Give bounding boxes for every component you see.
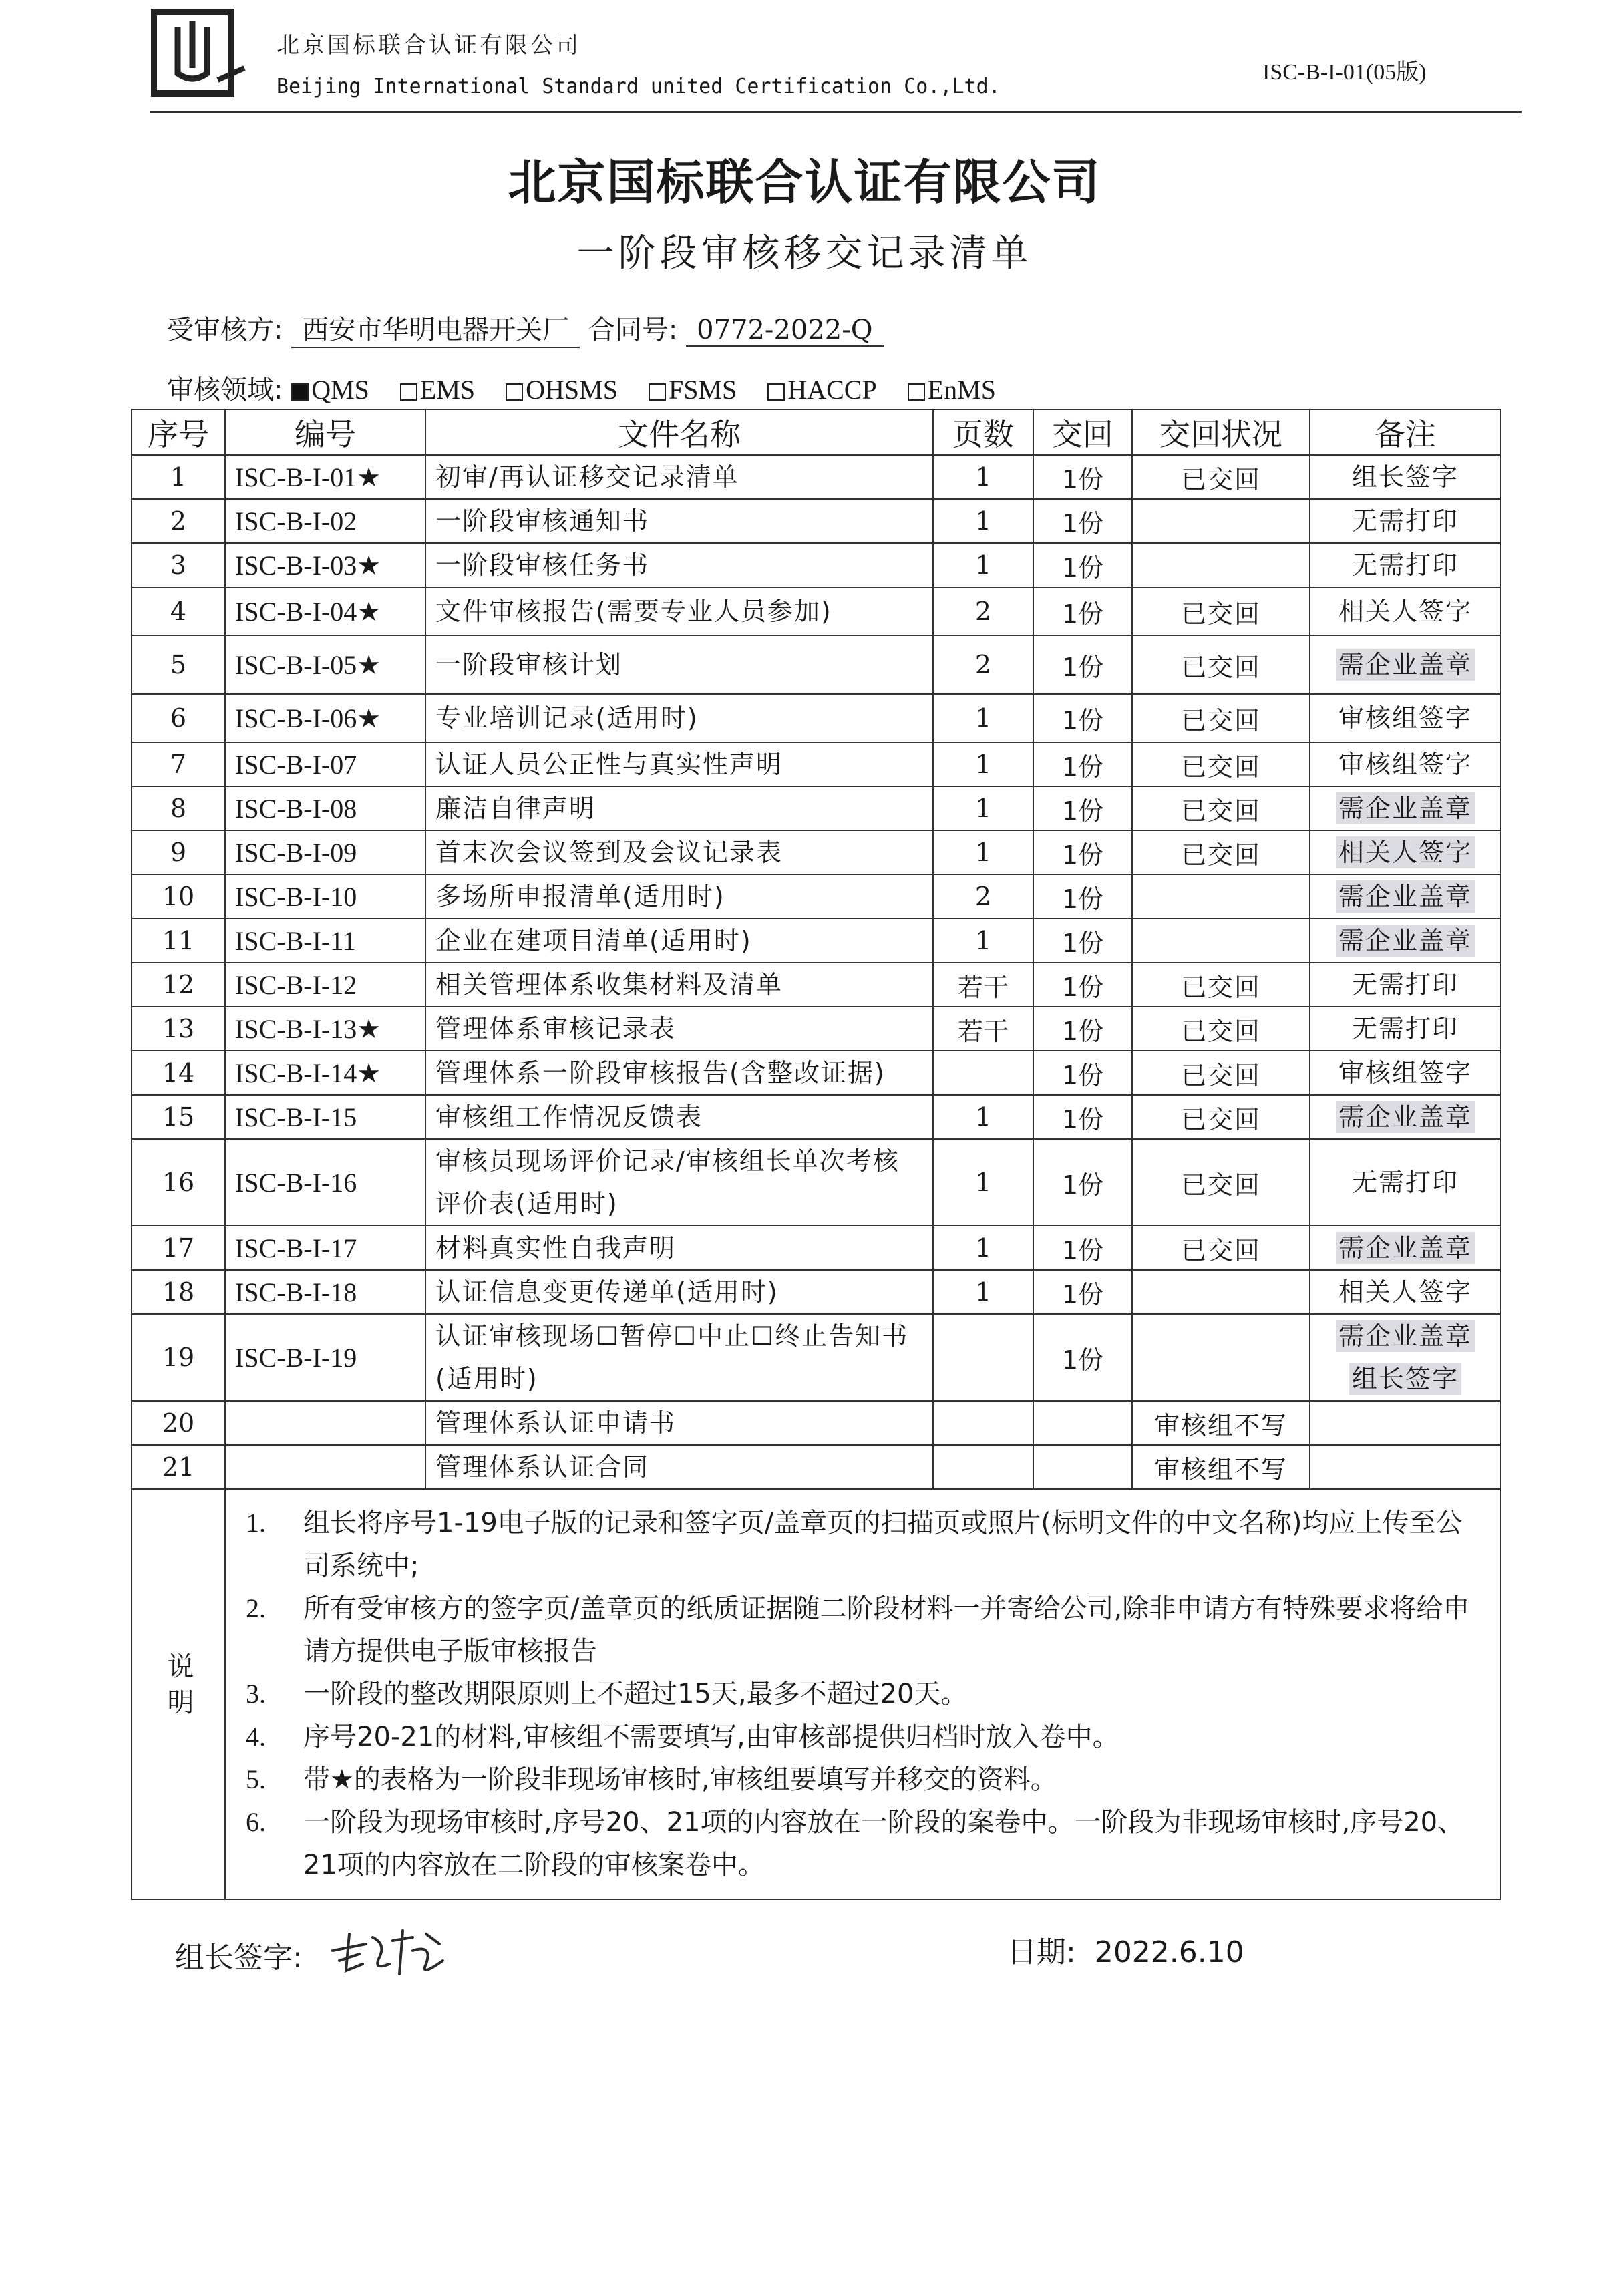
- table-row: [132, 1226, 1501, 1270]
- cell-status: [1132, 919, 1310, 963]
- note-text: 审核组签字: [1338, 703, 1472, 733]
- cell-status: 已交回: [1132, 587, 1310, 635]
- table-row: [132, 499, 1501, 543]
- note-number: 3.: [246, 1679, 266, 1709]
- domain-option-enms[interactable]: [908, 374, 996, 405]
- cell-copies: 1份: [1033, 694, 1132, 742]
- cell-status: 已交回: [1132, 694, 1310, 742]
- table-row: [132, 874, 1501, 919]
- cell-pages: 1: [933, 455, 1033, 499]
- note-number: 1.: [246, 1508, 266, 1538]
- unchecked-box-icon[interactable]: [400, 383, 417, 401]
- cell-copies: 1份: [1033, 1314, 1132, 1401]
- cell-code: ISC-B-I-16: [225, 1139, 425, 1226]
- form-code: ISC-B-I-01(05版): [1262, 60, 1427, 85]
- header-divider: [150, 111, 1522, 113]
- cell-seq: 9: [132, 830, 225, 874]
- cell-status: 已交回: [1132, 1007, 1310, 1051]
- cell-note: [1310, 635, 1501, 694]
- cell-note: [1310, 694, 1501, 742]
- cell-code: ISC-B-I-06★: [225, 694, 425, 742]
- cell-note: [1310, 1007, 1501, 1051]
- cell-note: [1310, 587, 1501, 635]
- cell-seq: 6: [132, 694, 225, 742]
- note-item: [239, 1587, 1487, 1673]
- cell-seq: 3: [132, 543, 225, 587]
- cell-pages: 1: [933, 1270, 1033, 1314]
- note-item: [239, 1673, 1487, 1715]
- cell-pages: 1: [933, 499, 1033, 543]
- cell-pages: 1: [933, 1139, 1033, 1226]
- cell-code: ISC-B-I-12: [225, 963, 425, 1007]
- cell-note: [1310, 874, 1501, 919]
- unchecked-box-icon[interactable]: [767, 383, 785, 401]
- cell-pages: 1: [933, 786, 1033, 830]
- cell-status: [1132, 1270, 1310, 1314]
- unchecked-box-icon[interactable]: [649, 383, 666, 401]
- cell-note: [1310, 1051, 1501, 1095]
- note-text: 无需打印: [1351, 970, 1459, 999]
- domain-option-label: EnMS: [927, 375, 996, 405]
- cell-status: [1132, 1314, 1310, 1401]
- cell-code: ISC-B-I-02: [225, 499, 425, 543]
- table-row: [132, 587, 1501, 635]
- note-item: [239, 1758, 1487, 1801]
- table-row: [132, 1314, 1501, 1401]
- table-row: [132, 963, 1501, 1007]
- cell-code: ISC-B-I-08: [225, 786, 425, 830]
- note-text: 相关人签字: [1336, 836, 1475, 868]
- cell-name: 一阶段审核任务书: [425, 543, 933, 587]
- note-text: 需企业盖章: [1336, 1232, 1475, 1264]
- note-item: [239, 1801, 1487, 1887]
- col-header-code: 编号: [225, 409, 425, 455]
- cell-code: ISC-B-I-05★: [225, 635, 425, 694]
- notes-row: [132, 1489, 1501, 1899]
- cell-copies: 1份: [1033, 963, 1132, 1007]
- date-label: 日期:: [1007, 1935, 1076, 1969]
- domain-option-ohsms[interactable]: [506, 374, 618, 405]
- table-row: [132, 830, 1501, 874]
- cell-status: [1132, 874, 1310, 919]
- cell-code: [225, 1401, 425, 1445]
- note-text: 无需打印: [1351, 1168, 1459, 1197]
- cell-name: 审核员现场评价记录/审核组长单次考核评价表(适用时): [425, 1139, 933, 1226]
- cell-name: 材料真实性自我声明: [425, 1226, 933, 1270]
- cell-seq: 14: [132, 1051, 225, 1095]
- note-text: 一阶段的整改期限原则上不超过15天,最多不超过20天。: [303, 1679, 968, 1709]
- note-text: 无需打印: [1351, 550, 1459, 580]
- col-header-name: 文件名称: [425, 409, 933, 455]
- table-row: [132, 1139, 1501, 1226]
- cell-pages: 1: [933, 919, 1033, 963]
- cell-note: [1310, 963, 1501, 1007]
- contract-label: 合同号:: [588, 315, 678, 345]
- cell-note: [1310, 1226, 1501, 1270]
- note-number: 2.: [246, 1593, 266, 1623]
- cell-code: ISC-B-I-01★: [225, 455, 425, 499]
- cell-pages: 1: [933, 1226, 1033, 1270]
- cell-copies: 1份: [1033, 587, 1132, 635]
- cell-copies: [1033, 1401, 1132, 1445]
- cell-seq: 15: [132, 1095, 225, 1139]
- col-header-status: 交回状况: [1132, 409, 1310, 455]
- note-text: 序号20-21的材料,审核组不需要填写,由审核部提供归档时放入卷中。: [303, 1721, 1119, 1752]
- cell-copies: 1份: [1033, 1139, 1132, 1226]
- cell-status: 已交回: [1132, 963, 1310, 1007]
- note-text: 组长将序号1-19电子版的记录和签字页/盖章页的扫描页或照片(标明文件的中文名称)均应上传至公司系统中;: [303, 1508, 1463, 1581]
- cell-seq: 12: [132, 963, 225, 1007]
- col-header-note: 备注: [1310, 409, 1501, 455]
- cell-note: [1310, 742, 1501, 786]
- cell-name: 认证人员公正性与真实性声明: [425, 742, 933, 786]
- cell-copies: 1份: [1033, 455, 1132, 499]
- cell-note: [1310, 1139, 1501, 1226]
- col-header-seq: 序号: [132, 409, 225, 455]
- cell-copies: 1份: [1033, 635, 1132, 694]
- col-header-pages: 页数: [933, 409, 1033, 455]
- cell-seq: 20: [132, 1401, 225, 1445]
- cell-pages: 1: [933, 1095, 1033, 1139]
- cell-pages: [933, 1314, 1033, 1401]
- cell-seq: 7: [132, 742, 225, 786]
- note-text: 组长签字: [1351, 462, 1459, 492]
- note-number: 5.: [246, 1764, 266, 1794]
- cell-seq: 16: [132, 1139, 225, 1226]
- cell-note: [1310, 830, 1501, 874]
- cell-copies: 1份: [1033, 499, 1132, 543]
- cell-status: 已交回: [1132, 1051, 1310, 1095]
- table-row: [132, 742, 1501, 786]
- cell-name: 企业在建项目清单(适用时): [425, 919, 933, 963]
- table-row: [132, 1401, 1501, 1445]
- cell-status: 已交回: [1132, 830, 1310, 874]
- cell-code: ISC-B-I-04★: [225, 587, 425, 635]
- cell-seq: 4: [132, 587, 225, 635]
- contract-value: 0772-2022-Q: [686, 315, 883, 347]
- cell-note: [1310, 1270, 1501, 1314]
- cell-name: 审核组工作情况反馈表: [425, 1095, 933, 1139]
- cell-copies: 1份: [1033, 786, 1132, 830]
- cell-copies: 1份: [1033, 830, 1132, 874]
- table-header-row: [132, 409, 1501, 455]
- cell-name: 专业培训记录(适用时): [425, 694, 933, 742]
- cell-code: ISC-B-I-15: [225, 1095, 425, 1139]
- cell-seq: 21: [132, 1445, 225, 1489]
- domain-option-haccp[interactable]: [767, 374, 876, 405]
- cell-note: [1310, 543, 1501, 587]
- cell-code: ISC-B-I-09: [225, 830, 425, 874]
- cell-seq: 17: [132, 1226, 225, 1270]
- cell-name: 管理体系认证申请书: [425, 1401, 933, 1445]
- cell-name: 认证信息变更传递单(适用时): [425, 1270, 933, 1314]
- note-text: 需企业盖章: [1336, 649, 1475, 681]
- note-number: 4.: [246, 1721, 266, 1752]
- cell-status: 审核组不写: [1132, 1445, 1310, 1489]
- cell-code: ISC-B-I-10: [225, 874, 425, 919]
- cell-code: [225, 1445, 425, 1489]
- cell-code: ISC-B-I-14★: [225, 1051, 425, 1095]
- date-field: [1007, 1928, 1244, 1971]
- cell-seq: 19: [132, 1314, 225, 1401]
- cell-note: [1310, 499, 1501, 543]
- domain-option-qms[interactable]: [291, 374, 369, 405]
- cell-code: ISC-B-I-07: [225, 742, 425, 786]
- table-row: [132, 694, 1501, 742]
- cell-status: 已交回: [1132, 635, 1310, 694]
- cell-seq: 2: [132, 499, 225, 543]
- table-row: [132, 543, 1501, 587]
- cell-pages: 1: [933, 830, 1033, 874]
- note-text: 相关人签字: [1338, 597, 1472, 626]
- audit-domain-row: [167, 369, 1027, 407]
- cell-copies: 1份: [1033, 543, 1132, 587]
- cell-status: 已交回: [1132, 1139, 1310, 1226]
- cell-note: [1310, 1401, 1501, 1445]
- company-logo-icon: [151, 7, 251, 100]
- cell-code: ISC-B-I-11: [225, 919, 425, 963]
- note-text: 带★的表格为一阶段非现场审核时,审核组要填写并移交的资料。: [303, 1764, 1057, 1795]
- domain-option-label: FSMS: [669, 375, 737, 405]
- domain-option-label: EMS: [419, 375, 476, 405]
- domain-option-label: OHSMS: [526, 375, 618, 405]
- note-number: 6.: [246, 1807, 266, 1837]
- checked-box-icon[interactable]: [291, 383, 309, 401]
- cell-pages: 1: [933, 694, 1033, 742]
- cell-copies: 1份: [1033, 742, 1132, 786]
- domain-option-ems[interactable]: [400, 374, 475, 405]
- cell-copies: 1份: [1033, 1270, 1132, 1314]
- cell-status: 已交回: [1132, 742, 1310, 786]
- cell-copies: 1份: [1033, 919, 1132, 963]
- cell-status: [1132, 499, 1310, 543]
- note-text-2: 组长签字: [1349, 1363, 1461, 1395]
- unchecked-box-icon[interactable]: [908, 383, 925, 401]
- records-table: [131, 409, 1501, 1900]
- table-row: [132, 1051, 1501, 1095]
- form-title: 一阶段审核移交记录清单: [576, 232, 1033, 275]
- table-row: [132, 1095, 1501, 1139]
- table-row: [132, 635, 1501, 694]
- cell-code: ISC-B-I-03★: [225, 543, 425, 587]
- table-row: [132, 919, 1501, 963]
- page-title: 北京国标联合认证有限公司: [508, 154, 1101, 210]
- note-text: 无需打印: [1351, 1014, 1459, 1043]
- cell-name: 一阶段审核通知书: [425, 499, 933, 543]
- cell-name: 一阶段审核计划: [425, 635, 933, 694]
- cell-name: 认证审核现场☐暂停☐中止☐终止告知书(适用时): [425, 1314, 933, 1401]
- cell-seq: 8: [132, 786, 225, 830]
- note-text: 一阶段为现场审核时,序号20、21项的内容放在一阶段的案卷中。一阶段为非现场审核时,序号20、21项的内容放在二阶段的审核案卷中。: [303, 1807, 1465, 1880]
- table-row: [132, 786, 1501, 830]
- note-text: 相关人签字: [1338, 1277, 1472, 1307]
- cell-copies: 1份: [1033, 1226, 1132, 1270]
- cell-note: [1310, 1095, 1501, 1139]
- note-text: 需企业盖章: [1336, 880, 1475, 913]
- cell-status: [1132, 543, 1310, 587]
- auditee-label: 受审核方:: [167, 315, 283, 345]
- cell-pages: [933, 1051, 1033, 1095]
- leader-sign-label: 组长签字:: [175, 1941, 303, 1975]
- notes-label-text: 说明: [163, 1651, 194, 1724]
- domain-label: 审核领域:: [167, 375, 283, 405]
- cell-status: 已交回: [1132, 1095, 1310, 1139]
- cell-name: 首末次会议签到及会议记录表: [425, 830, 933, 874]
- cell-note: [1310, 1314, 1501, 1401]
- cell-seq: 11: [132, 919, 225, 963]
- cell-status: 已交回: [1132, 455, 1310, 499]
- cell-seq: 13: [132, 1007, 225, 1051]
- cell-seq: 5: [132, 635, 225, 694]
- cell-note: [1310, 919, 1501, 963]
- cell-status: 审核组不写: [1132, 1401, 1310, 1445]
- cell-name: 多场所申报清单(适用时): [425, 874, 933, 919]
- table-row: [132, 1270, 1501, 1314]
- cell-note: [1310, 455, 1501, 499]
- cell-copies: 1份: [1033, 1095, 1132, 1139]
- header-company-cn: 北京国标联合认证有限公司: [277, 32, 581, 59]
- cell-status: 已交回: [1132, 786, 1310, 830]
- cell-pages: 1: [933, 543, 1033, 587]
- table-row: [132, 455, 1501, 499]
- note-item: [239, 1715, 1487, 1758]
- cell-pages: 2: [933, 874, 1033, 919]
- table-row: [132, 1445, 1501, 1489]
- cell-seq: 1: [132, 455, 225, 499]
- cell-pages: [933, 1401, 1033, 1445]
- col-header-returned: 交回: [1033, 409, 1132, 455]
- note-text: 需企业盖章: [1336, 1320, 1475, 1352]
- cell-copies: 1份: [1033, 874, 1132, 919]
- note-text: 审核组签字: [1338, 750, 1472, 779]
- date-value: 2022.6.10: [1094, 1935, 1244, 1969]
- cell-pages: 2: [933, 587, 1033, 635]
- note-text: 需企业盖章: [1336, 792, 1475, 824]
- cell-name: 初审/再认证移交记录清单: [425, 455, 933, 499]
- notes-label: [132, 1489, 225, 1899]
- cell-name: 管理体系认证合同: [425, 1445, 933, 1489]
- header-company-en: Beijing International Standard united Certification Co.,Ltd.: [277, 75, 1001, 98]
- note-item: [239, 1502, 1487, 1587]
- cell-pages: 若干: [933, 963, 1033, 1007]
- note-text: 需企业盖章: [1336, 925, 1475, 957]
- note-text: 需企业盖章: [1336, 1101, 1475, 1133]
- notes-content: [225, 1489, 1501, 1899]
- cell-note: [1310, 786, 1501, 830]
- cell-pages: 若干: [933, 1007, 1033, 1051]
- cell-name: 管理体系审核记录表: [425, 1007, 933, 1051]
- cell-copies: 1份: [1033, 1007, 1132, 1051]
- cell-name: 相关管理体系收集材料及清单: [425, 963, 933, 1007]
- table-row: [132, 1007, 1501, 1051]
- domain-option-label: QMS: [311, 375, 369, 405]
- cell-seq: 18: [132, 1270, 225, 1314]
- note-text: 无需打印: [1351, 506, 1459, 536]
- cell-seq: 10: [132, 874, 225, 919]
- cell-copies: [1033, 1445, 1132, 1489]
- cell-code: ISC-B-I-19: [225, 1314, 425, 1401]
- cell-name: 管理体系一阶段审核报告(含整改证据): [425, 1051, 933, 1095]
- cell-code: ISC-B-I-18: [225, 1270, 425, 1314]
- note-text: 审核组签字: [1338, 1058, 1472, 1088]
- cell-code: ISC-B-I-17: [225, 1226, 425, 1270]
- cell-code: ISC-B-I-13★: [225, 1007, 425, 1051]
- domain-option-label: HACCP: [787, 375, 877, 405]
- domain-option-fsms[interactable]: [649, 374, 737, 405]
- cell-name: 文件审核报告(需要专业人员参加): [425, 587, 933, 635]
- unchecked-box-icon[interactable]: [506, 383, 523, 401]
- auditee-value: 西安市华明电器开关厂: [291, 309, 580, 348]
- cell-pages: 2: [933, 635, 1033, 694]
- cell-copies: 1份: [1033, 1051, 1132, 1095]
- leader-signature: [326, 1924, 453, 1984]
- cell-status: 已交回: [1132, 1226, 1310, 1270]
- cell-pages: 1: [933, 742, 1033, 786]
- cell-pages: [933, 1445, 1033, 1489]
- cell-name: 廉洁自律声明: [425, 786, 933, 830]
- note-text: 所有受审核方的签字页/盖章页的纸质证据随二阶段材料一并寄给公司,除非申请方有特殊要求将给申请方提供电子版审核报告: [303, 1593, 1470, 1667]
- auditee-info: [167, 309, 884, 348]
- cell-note: [1310, 1445, 1501, 1489]
